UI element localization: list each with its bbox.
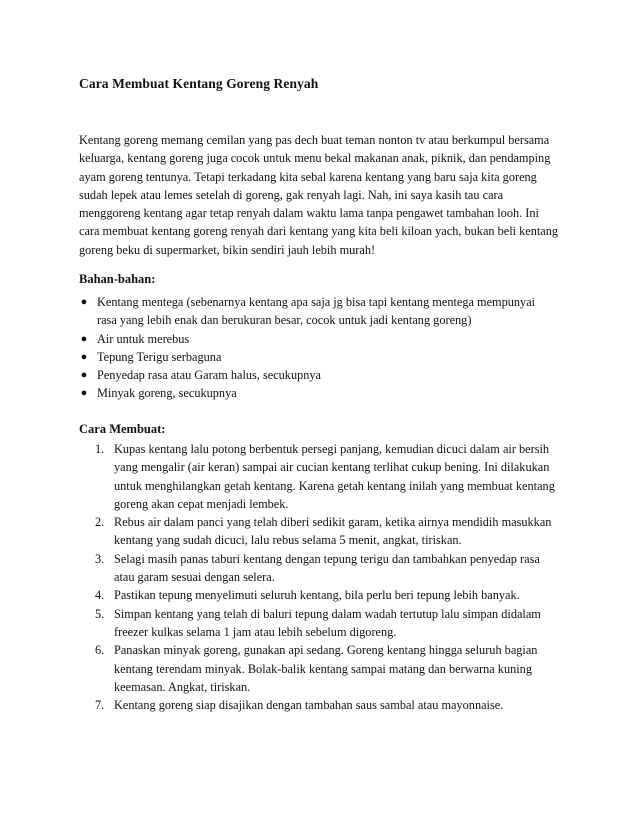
intro-line: sudah lepek atau lemes setelah di goreng, gak renyah lagi. Nah, ini saya kasih tau cara [79,187,504,202]
bullet-icon: ● [80,387,88,400]
ingredient-item [79,366,569,384]
step-number: 2. [95,515,105,530]
step-item [95,440,570,513]
step-number: 4. [95,588,105,603]
step-line: kentang terendam minyak. Bolak-balik kentang sampai matang dan berwarna kuning [114,661,532,676]
document-title: Cara Membuat Kentang Goreng Renyah [79,76,319,91]
step-line: Selagi masih panas taburi kentang dengan tepung terigu dan tambahkan penyedap rasa [114,551,540,566]
step-line: Simpan kentang yang telah di baluri tepung dalam wadah tertutup lalu simpan didalam [114,606,541,621]
step-line: Rebus air dalam panci yang telah diberi sedikit garam, ketika airnya mendidih masukkan [114,515,552,530]
step-number: 6. [95,643,105,658]
ingredients-heading: Bahan-bahan: [79,272,156,286]
step-line: goreng akan cepat menjadi lembek. [114,496,289,511]
step-item [95,586,570,604]
ingredient-line: Air untuk merebus [97,331,190,346]
ingredient-line: Tepung Terigu serbaguna [97,349,222,364]
ingredients-list [79,293,569,403]
ingredient-item [79,384,569,402]
step-item [95,641,570,696]
step-line: Panaskan minyak goreng, gunakan api sedang. Goreng kentang hingga seluruh bagian [114,643,538,658]
step-number: 7. [95,698,105,713]
step-number: 3. [95,551,105,566]
bullet-icon: ● [80,369,88,382]
intro-line: Kentang goreng memang cemilan yang pas dech buat teman nonton tv atau berkumpul bersama [79,133,550,147]
step-item [95,513,570,550]
method-heading: Cara Membuat: [79,422,166,436]
ingredient-item [79,330,569,348]
step-line: keemasan. Angkat, tiriskan. [114,679,251,694]
step-line: Pastikan tepung menyelimuti seluruh kentang, bila perlu beri tepung lebih banyak. [114,588,520,603]
step-line: untuk menghilangkan getah kentang. Karena getah kentang inilah yang membuat kentang [114,478,555,493]
intro-line: cara membuat kentang goreng renyah dari kentang yang kita beli kiloan yach, bukan beli kentang [79,224,559,239]
step-line: kentang yang sudah dicuci, lalu rebus selama 5 menit, angkat, tiriskan. [114,533,462,548]
intro-paragraph [79,131,567,259]
step-line: yang mengalir (air keran) sampai air cucian kentang terlihat cukup bening. Ini dilakukan [114,460,550,475]
step-number: 1. [95,442,105,456]
ingredient-line: Kentang mentega (sebenarnya kentang apa saja jg bisa tapi kentang mentega mempunyai [97,295,536,309]
ingredient-line: Penyedap rasa atau Garam halus, secukupnya [97,368,321,383]
ingredient-line: rasa yang lebih enak dan berukuran besar, cocok untuk jadi kentang goreng) [97,313,472,328]
intro-line: goreng beku di supermarket, bikin sendiri jauh lebih murah! [79,242,376,257]
ingredient-item [79,293,569,330]
bullet-icon: ● [80,350,88,363]
step-item [95,605,570,642]
intro-line: ayam goreng tentunya. Tetapi terkadang kita sebal karena kentang yang baru saja kita goreng [79,169,537,184]
bullet-icon: ● [80,332,88,345]
step-item [95,550,570,587]
method-steps-list [95,440,570,714]
ingredient-item [79,348,569,366]
bullet-icon: ● [80,296,88,308]
intro-line: menggoreng kentang agar tetap renyah dalam waktu lama tanpa pengawet tambahan looh. Ini [79,206,539,221]
step-line: Kupas kentang lalu potong berbentuk persegi panjang, kemudian dicuci dalam air bersih [114,442,550,456]
step-item [95,696,570,714]
ingredient-line: Minyak goreng, secukupnya [97,386,237,401]
step-number: 5. [95,606,105,621]
intro-line: keluarga, kentang goreng juga cocok untuk menu bekal makanan anak, piknik, dan pendamping [79,151,551,166]
step-line: freezer kulkas selama 1 jam atau lebih sebelum digoreng. [114,624,397,639]
step-line: atau garam sesuai dengan selera. [114,570,275,585]
step-line: Kentang goreng siap disajikan dengan tambahan saus sambal atau mayonnaise. [114,698,504,713]
